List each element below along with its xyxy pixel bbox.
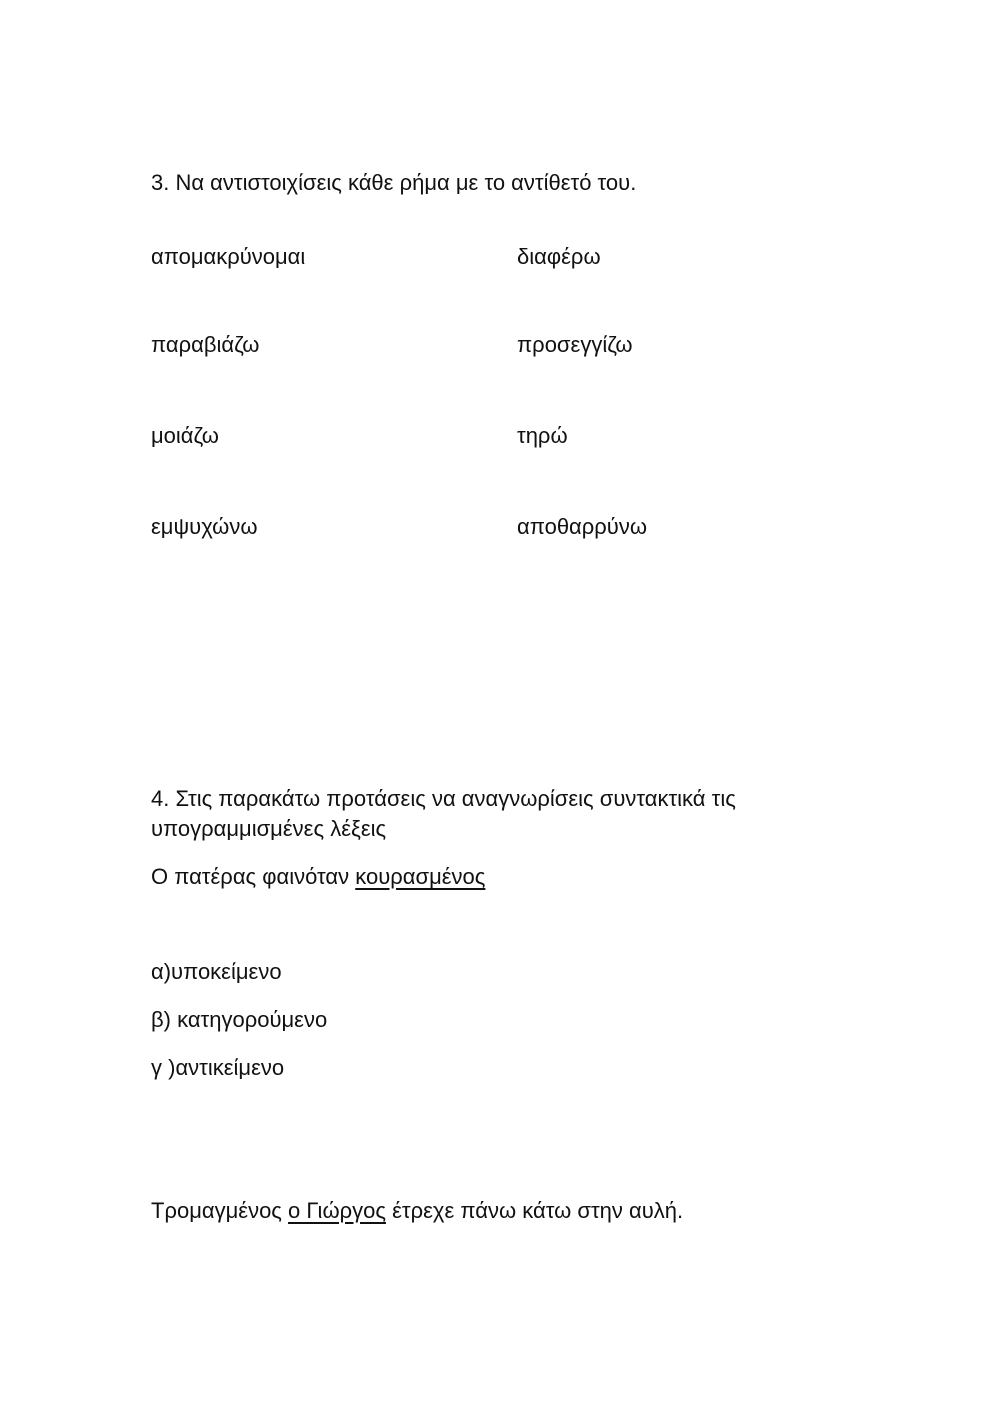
verb-right-3: τηρώ xyxy=(517,423,568,448)
sentence-2-text-start: Τρομαγμένος xyxy=(151,1198,289,1223)
verb-left-1: απομακρύνομαι xyxy=(151,244,306,269)
verb-left-3: μοιάζω xyxy=(151,423,219,448)
exercise-4-title-line-1: 4. Στις παρακάτω προτάσεις να αναγνωρίσεις συντακτικά τις xyxy=(151,786,736,811)
option-a: α)υποκείμενο xyxy=(151,959,282,984)
verb-right-2: προσεγγίζω xyxy=(517,332,633,357)
verb-right-4: αποθαρρύνω xyxy=(517,514,648,539)
exercise-4-title-line-2: υπογραμμισμένες λέξεις xyxy=(151,816,387,841)
option-c: γ )αντικείμενο xyxy=(151,1055,285,1080)
sentence-2-underlined-words: ο Γιώργος xyxy=(288,1198,386,1223)
sentence-1 xyxy=(151,862,485,892)
sentence-2-text-end: έτρεχε πάνω κάτω στην αυλή. xyxy=(385,1198,684,1223)
sentence-2 xyxy=(151,1196,683,1226)
option-b: β) κατηγορούμενο xyxy=(151,1007,328,1032)
verb-left-2: παραβιάζω xyxy=(151,332,260,357)
sentence-1-underlined-word: κουρασμένος xyxy=(355,864,486,889)
verb-right-1: διαφέρω xyxy=(517,244,601,269)
exercise-3-title: 3. Να αντιστοιχίσεις κάθε ρήμα με το αντίθετό του. xyxy=(151,170,637,195)
verb-left-4: εμψυχώνω xyxy=(151,514,258,539)
sentence-1-text: Ο πατέρας φαινόταν xyxy=(151,864,356,889)
